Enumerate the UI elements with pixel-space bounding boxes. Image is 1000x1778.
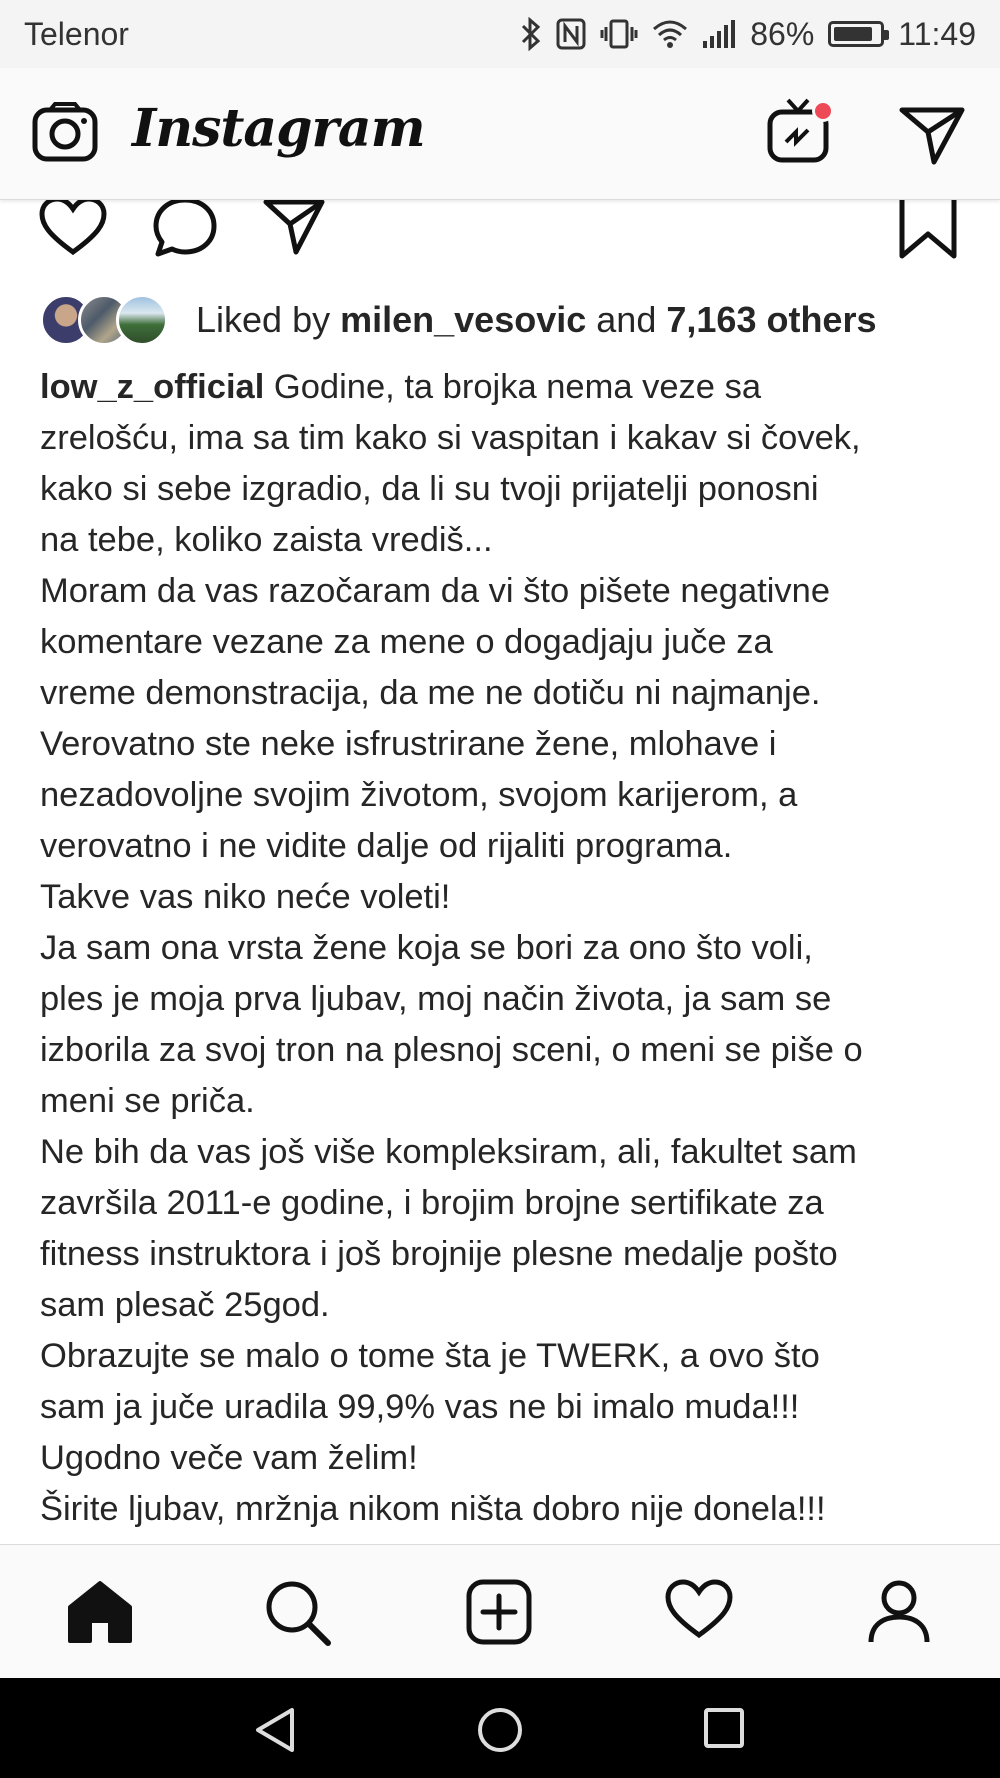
wifi-icon <box>652 19 688 49</box>
comment-icon[interactable] <box>152 196 218 258</box>
instagram-logo: Instagram <box>132 98 425 159</box>
home-circle-icon[interactable] <box>476 1706 524 1754</box>
caption-line: izborila za svoj tron na plesnoj sceni, o meni se piše o <box>40 1031 863 1069</box>
nfc-icon <box>556 18 586 50</box>
caption-line: verovatno i ne vidite dalje od rijaliti programa. <box>40 827 733 865</box>
battery-icon <box>828 21 884 47</box>
liked-by-row[interactable] <box>40 294 877 346</box>
profile-icon[interactable] <box>866 1579 932 1645</box>
battery-percentage: 86% <box>750 15 815 52</box>
caption-line: vreme demonstracija, da me ne dotiču ni najmanje. <box>40 674 821 712</box>
avatar <box>116 294 168 346</box>
caption-line: nezadovoljne svojim životom, svojom karijerom, a <box>40 776 798 814</box>
caption-line: Ne bih da vas još više kompleksiram, ali, fakultet sam <box>40 1133 857 1171</box>
direct-message-icon[interactable] <box>898 104 966 166</box>
caption-line: kako si sebe izgradio, da li su tvoji prijatelji ponosni <box>40 470 819 508</box>
search-icon[interactable] <box>264 1579 332 1647</box>
caption-line: fitness instruktora i još brojnije plesne medalje pošto <box>40 1235 838 1273</box>
liked-by-prefix: Liked by <box>196 299 331 340</box>
liked-by-others[interactable]: 7,163 others <box>666 299 877 340</box>
caption-line: meni se priča. <box>40 1082 255 1120</box>
save-icon[interactable] <box>898 196 958 260</box>
signal-icon <box>702 19 736 49</box>
liker-avatars <box>40 294 172 346</box>
caption-line <box>40 362 970 413</box>
caption-line: Obrazujte se malo o tome šta je TWERK, a ovo što <box>40 1337 820 1375</box>
caption-line: sam ja juče uradila 99,9% vas ne bi imalo muda!!! <box>40 1388 800 1426</box>
liked-by-conjunction: and <box>596 299 657 340</box>
post-caption <box>40 362 970 1535</box>
share-icon[interactable] <box>262 196 326 256</box>
status-bar <box>0 0 1000 68</box>
caption-line: Takve vas niko neće voleti! <box>40 878 451 916</box>
battery-level-fill <box>834 27 872 41</box>
caption-line: komentare vezane za mene o dogadjaju juče za <box>40 623 773 661</box>
recents-icon[interactable] <box>702 1706 746 1750</box>
new-post-icon[interactable] <box>466 1579 532 1645</box>
caption-line: Moram da vas razočaram da vi što pišete negativne <box>40 572 831 610</box>
clock: 11:49 <box>898 15 976 52</box>
back-icon[interactable] <box>254 1706 298 1754</box>
vibrate-icon <box>600 18 638 50</box>
android-nav-bar <box>0 1678 1000 1778</box>
caption-line: Širite ljubav, mržnja nikom ništa dobro nije donela!!! <box>40 1490 826 1528</box>
caption-line: Verovatno ste neke isfrustrirane žene, mlohave i <box>40 725 777 763</box>
activity-icon[interactable] <box>664 1579 734 1641</box>
camera-icon[interactable] <box>32 102 98 162</box>
liked-by-text <box>196 299 877 341</box>
bluetooth-icon <box>520 17 542 51</box>
post-actions <box>0 200 1000 262</box>
caption-line: na tebe, koliko zaista vrediš... <box>40 521 493 559</box>
carrier-name: Telenor <box>24 15 129 52</box>
caption-line: Ja sam ona vrsta žene koja se bori za ono što voli, <box>40 929 813 967</box>
app-header <box>0 68 1000 200</box>
caption-line: sam plesač 25god. <box>40 1286 330 1324</box>
caption-username[interactable]: low_z_official <box>40 368 265 406</box>
caption-line: Ugodno veče vam želim! <box>40 1439 418 1477</box>
caption-line: ples je moja prva ljubav, moj način života, ja sam se <box>40 980 832 1018</box>
igtv-notification-dot <box>812 100 834 122</box>
caption-body <box>40 413 970 1535</box>
bottom-nav <box>0 1544 1000 1678</box>
caption-first-line: Godine, ta brojka nema veze sa <box>264 368 762 406</box>
liked-by-user[interactable]: milen_vesovic <box>340 299 587 340</box>
status-icons <box>520 16 976 53</box>
caption-line: zrelošću, ima sa tim kako si vaspitan i kakav si čovek, <box>40 419 861 457</box>
caption-line: završila 2011-e godine, i brojim brojne sertifikate za <box>40 1184 824 1222</box>
home-icon[interactable] <box>66 1579 134 1645</box>
like-icon[interactable] <box>38 196 108 258</box>
